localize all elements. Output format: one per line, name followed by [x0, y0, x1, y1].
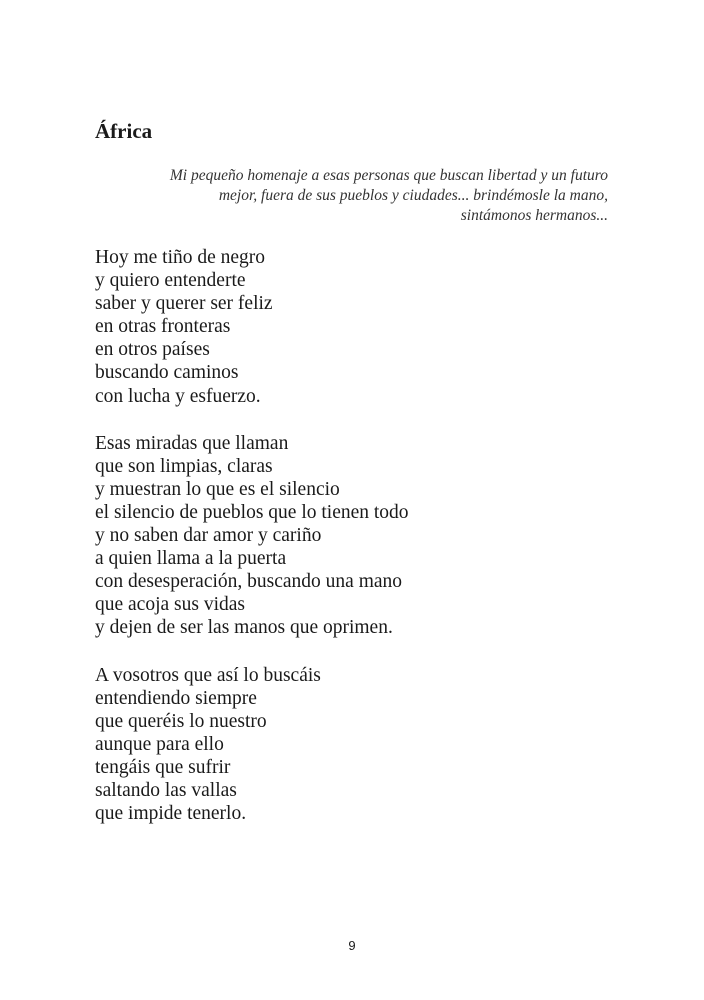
- dedication: [120, 166, 608, 226]
- stanza-2: [95, 432, 655, 640]
- verse-line: en otros países: [95, 339, 210, 361]
- stanza-1: [95, 246, 655, 408]
- verse-line: y no saben dar amor y cariño: [95, 525, 322, 547]
- dedication-line: sintámonos hermanos...: [460, 207, 608, 224]
- verse-line: el silencio de pueblos que lo tienen todo: [95, 501, 409, 523]
- verse-line: en otras fronteras: [95, 316, 231, 338]
- verse-line: y quiero entenderte: [95, 270, 246, 292]
- verse-line: tengáis que sufrir: [95, 756, 231, 778]
- verse-line: que queréis lo nuestro: [95, 710, 267, 732]
- dedication-line: Mi pequeño homenaje a esas personas que buscan libertad y un futuro: [169, 167, 608, 184]
- page-number: 9: [348, 938, 356, 953]
- verse-line: con desesperación, buscando una mano: [95, 571, 403, 593]
- verse-line: y muestran lo que es el silencio: [95, 478, 340, 500]
- verse-line: buscando caminos: [95, 362, 239, 384]
- verse-line: aunque para ello: [95, 733, 224, 755]
- verse-line: y dejen de ser las manos que oprimen.: [95, 617, 393, 639]
- poem-body: [95, 246, 655, 849]
- verse-line: Esas miradas que llaman: [95, 432, 289, 454]
- verse-line: A vosotros que así lo buscáis: [95, 664, 321, 686]
- verse-line: entendiendo siempre: [95, 687, 257, 709]
- verse-line: saber y querer ser feliz: [95, 293, 273, 315]
- verse-line: que impide tenerlo.: [95, 803, 247, 825]
- verse-line: saltando las vallas: [95, 779, 237, 801]
- verse-line: que son limpias, claras: [95, 455, 273, 477]
- stanza-3: [95, 664, 655, 826]
- verse-line: que acoja sus vidas: [95, 594, 246, 616]
- verse-line: a quien llama a la puerta: [95, 548, 287, 570]
- verse-line: Hoy me tiño de negro: [95, 247, 266, 268]
- dedication-line: mejor, fuera de sus pueblos y ciudades... brindémosle la mano,: [218, 187, 608, 204]
- verse-line: con lucha y esfuerzo.: [95, 385, 261, 407]
- poem-title: África: [95, 119, 153, 143]
